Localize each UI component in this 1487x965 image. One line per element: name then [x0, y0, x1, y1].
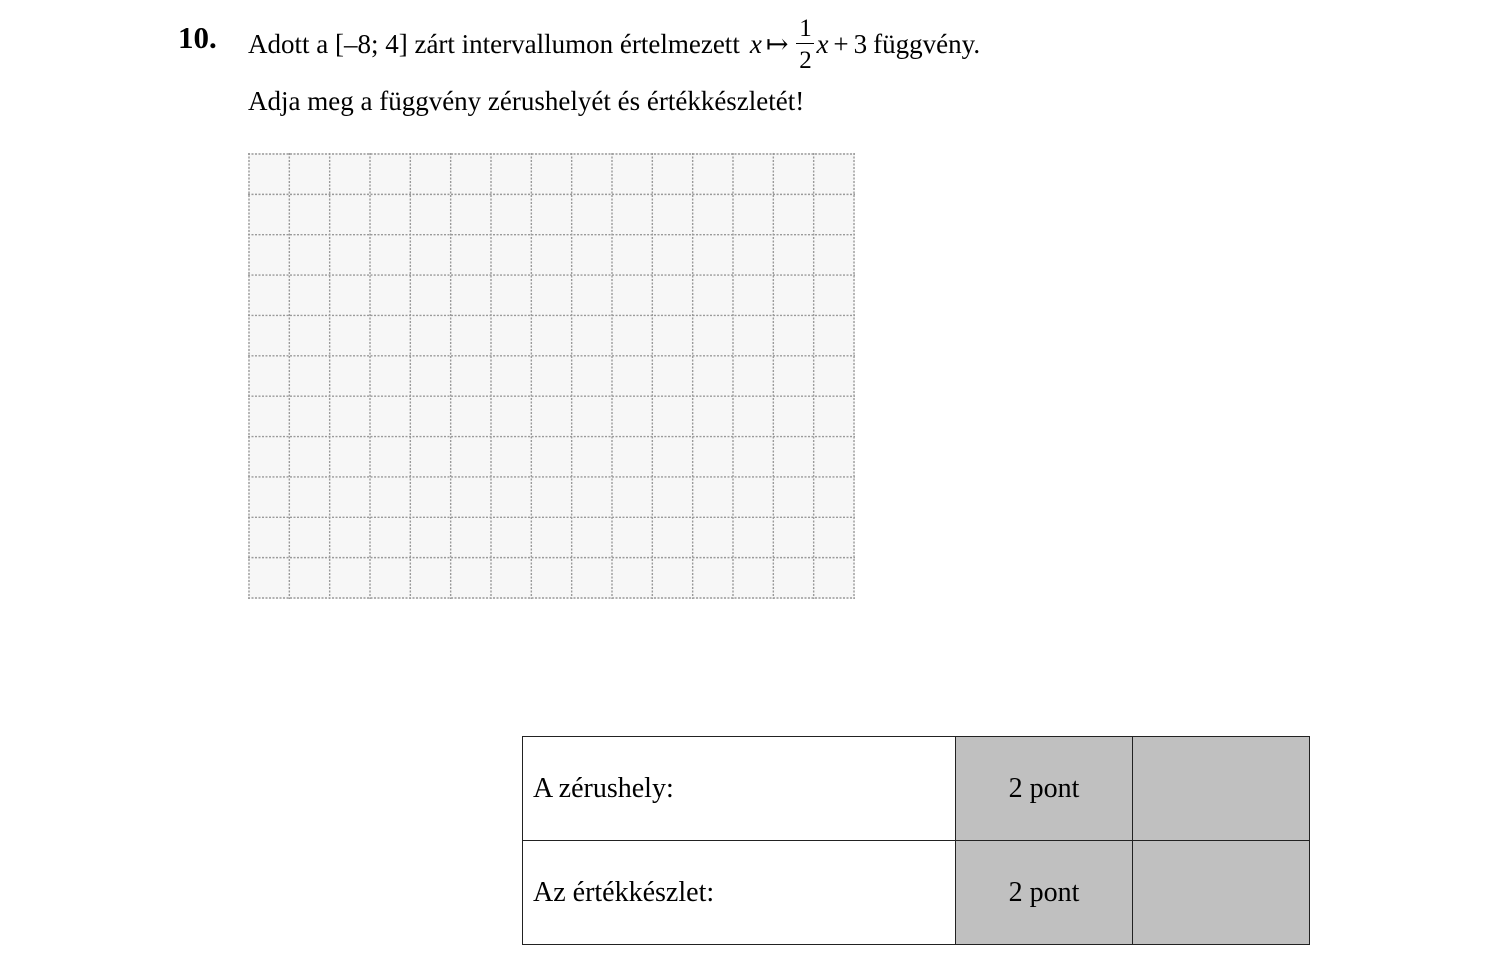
score-max-points: 2 pont — [956, 737, 1133, 841]
score-table — [522, 736, 1310, 945]
formula-variable: x — [749, 28, 762, 59]
score-earned-cell[interactable] — [1133, 841, 1310, 945]
grid-paper[interactable] — [248, 153, 855, 599]
question-statement — [248, 8, 980, 80]
score-label: Az értékkészlet: — [523, 841, 956, 945]
score-max-points: 2 pont — [956, 841, 1133, 945]
formula-constant: 3 — [853, 28, 868, 59]
score-row-zero — [523, 737, 1310, 841]
question-number: 10. — [178, 20, 217, 55]
fraction-denominator: 2 — [799, 46, 812, 74]
fraction — [796, 16, 814, 73]
question-task: Adja meg a függvény zérushelyét és értékkészletét! — [248, 86, 805, 116]
grid-lines — [248, 153, 855, 599]
question-intro: Adott a [–8; 4] zárt intervallumon értelmezett — [248, 28, 740, 59]
formula-operator: + — [833, 28, 849, 59]
score-earned-cell[interactable] — [1133, 737, 1310, 841]
question-outro: függvény. — [873, 28, 981, 59]
function-formula — [750, 16, 867, 73]
score-row-range — [523, 841, 1310, 945]
mapsto-symbol: ↦ — [765, 28, 789, 59]
formula-term-variable: x — [816, 28, 829, 59]
fraction-numerator: 1 — [799, 14, 812, 42]
score-label: A zérushely: — [523, 737, 956, 841]
